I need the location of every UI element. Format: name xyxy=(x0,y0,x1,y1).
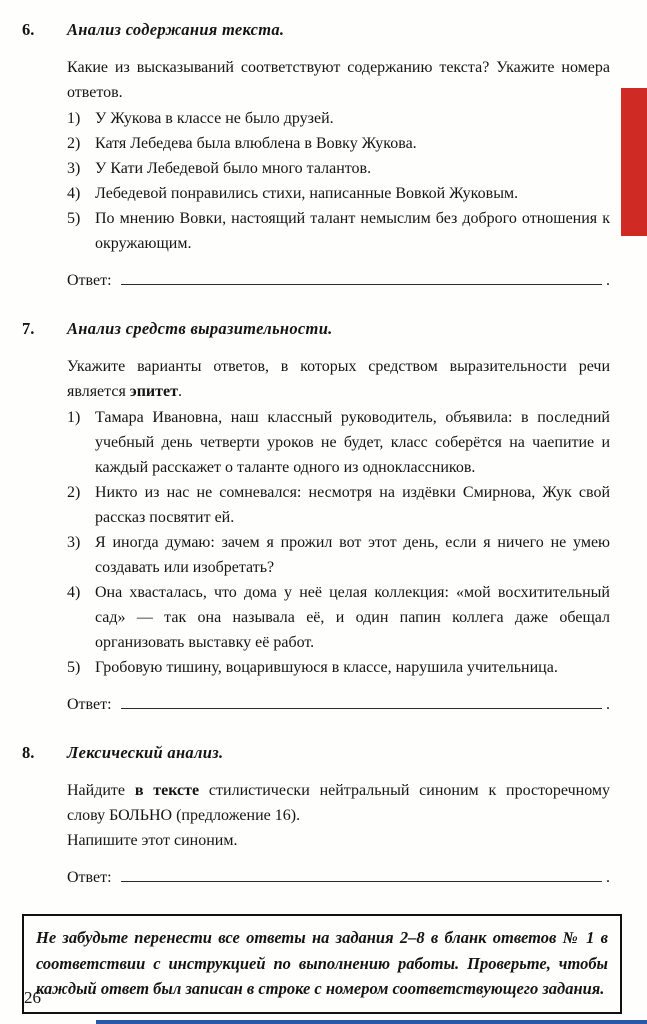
list-item xyxy=(67,480,610,530)
task-6-title: Анализ содержания текста. xyxy=(67,20,285,39)
list-item xyxy=(67,181,610,206)
answer-suffix: . xyxy=(606,869,610,886)
answer-blank-line xyxy=(121,866,602,882)
list-item xyxy=(67,655,610,680)
item-text: Тамара Ивановна, наш классный руководитель, объявила: в последний учебный день четверти уроков не будет, класс соберётся на чаепитие и каждый расскажет о таланте одного из одноклассников. xyxy=(95,409,610,476)
task-7-title: Анализ средств выразительности. xyxy=(67,319,333,338)
task-6-body xyxy=(67,18,610,293)
item-number: 4) xyxy=(67,584,81,601)
list-item xyxy=(67,530,610,580)
task-8-number: 8. xyxy=(22,743,35,762)
answer-line xyxy=(67,269,610,293)
task-6-options xyxy=(67,106,610,256)
item-text: У Кати Лебедевой было много талантов. xyxy=(95,160,372,177)
item-text: У Жукова в классе не было друзей. xyxy=(95,110,334,127)
item-number: 3) xyxy=(67,160,81,177)
list-item xyxy=(67,106,610,131)
answer-suffix: . xyxy=(606,272,610,289)
item-number: 5) xyxy=(67,659,81,676)
instruction-text-end: стилистически нейтральный синоним к просторечному слову БОЛЬНО (предложение 16). xyxy=(67,782,611,824)
instruction-text: Найдите xyxy=(67,782,135,799)
task-8-title: Лексический анализ. xyxy=(67,743,224,762)
task-8-instruction-line2: Напишите этот синоним. xyxy=(67,832,238,849)
list-item xyxy=(67,405,610,480)
task-7-number: 7. xyxy=(22,319,35,338)
item-number: 1) xyxy=(67,110,81,127)
answer-blank-line xyxy=(121,269,602,285)
task-7-options xyxy=(67,405,610,680)
item-number: 5) xyxy=(67,210,81,227)
task-6-number: 6. xyxy=(22,20,35,39)
intro-text-end: . xyxy=(177,383,182,400)
item-text: Она хвасталась, что дома у неё целая коллекция: «мой восхитительный сад» — так она называла её, и один папин коллега даже обещал организовать выставку её работ. xyxy=(95,584,610,651)
list-item xyxy=(67,206,610,256)
transfer-answers-notice: Не забудьте перенести все ответы на задания 2–8 в бланк ответов № 1 в соответствии с инструкцией по выполнению работы. Проверьте, чтобы каждый ответ был записан в строке с номером соответствующего задания. xyxy=(22,914,622,1014)
item-number: 4) xyxy=(67,185,81,202)
answer-line xyxy=(67,866,610,890)
intro-text: Укажите варианты ответов, в которых средством выразительности речи является xyxy=(67,358,610,400)
item-number: 2) xyxy=(67,135,81,152)
blue-bottom-edge xyxy=(96,1020,647,1024)
item-text: Катя Лебедева была влюблена в Вовку Жукова. xyxy=(95,135,417,152)
intro-bold-term: эпитет xyxy=(129,383,178,400)
item-number: 1) xyxy=(67,409,81,426)
red-edge-tab xyxy=(621,88,647,236)
answer-label: Ответ: xyxy=(67,696,112,713)
item-number: 2) xyxy=(67,484,81,501)
item-text: Я иногда думаю: зачем я прожил вот этот день, если я ничего не умею создавать или изобретать? xyxy=(95,534,610,576)
task-7 xyxy=(22,317,610,717)
task-8-instruction xyxy=(67,778,610,828)
task-7-body xyxy=(67,317,610,717)
answer-blank-line xyxy=(121,693,602,709)
item-text: Лебедевой понравились стихи, написанные Вовкой Жуковым. xyxy=(95,185,519,202)
answer-line xyxy=(67,693,610,717)
item-text: Гробовую тишину, воцарившуюся в классе, нарушила учительница. xyxy=(95,659,558,676)
task-6 xyxy=(22,18,610,293)
list-item xyxy=(67,131,610,156)
answer-label: Ответ: xyxy=(67,272,112,289)
list-item xyxy=(67,156,610,181)
item-text: Никто из нас не сомневался: несмотря на издёвки Смирнова, Жук свой рассказ посвятит ей. xyxy=(95,484,610,526)
item-text: По мнению Вовки, настоящий талант немыслим без доброго отношения к окружающим. xyxy=(95,210,610,252)
task-8-body xyxy=(67,741,610,890)
list-item xyxy=(67,580,610,655)
answer-suffix: . xyxy=(606,696,610,713)
instruction-bold-term: в тексте xyxy=(134,782,200,799)
task-6-intro: Какие из высказываний соответствуют содержанию текста? Укажите номера ответов. xyxy=(67,59,610,101)
answer-label: Ответ: xyxy=(67,869,112,886)
task-7-intro xyxy=(67,354,610,404)
page-number: 26 xyxy=(24,988,41,1007)
task-8 xyxy=(22,741,610,890)
item-number: 3) xyxy=(67,534,81,551)
